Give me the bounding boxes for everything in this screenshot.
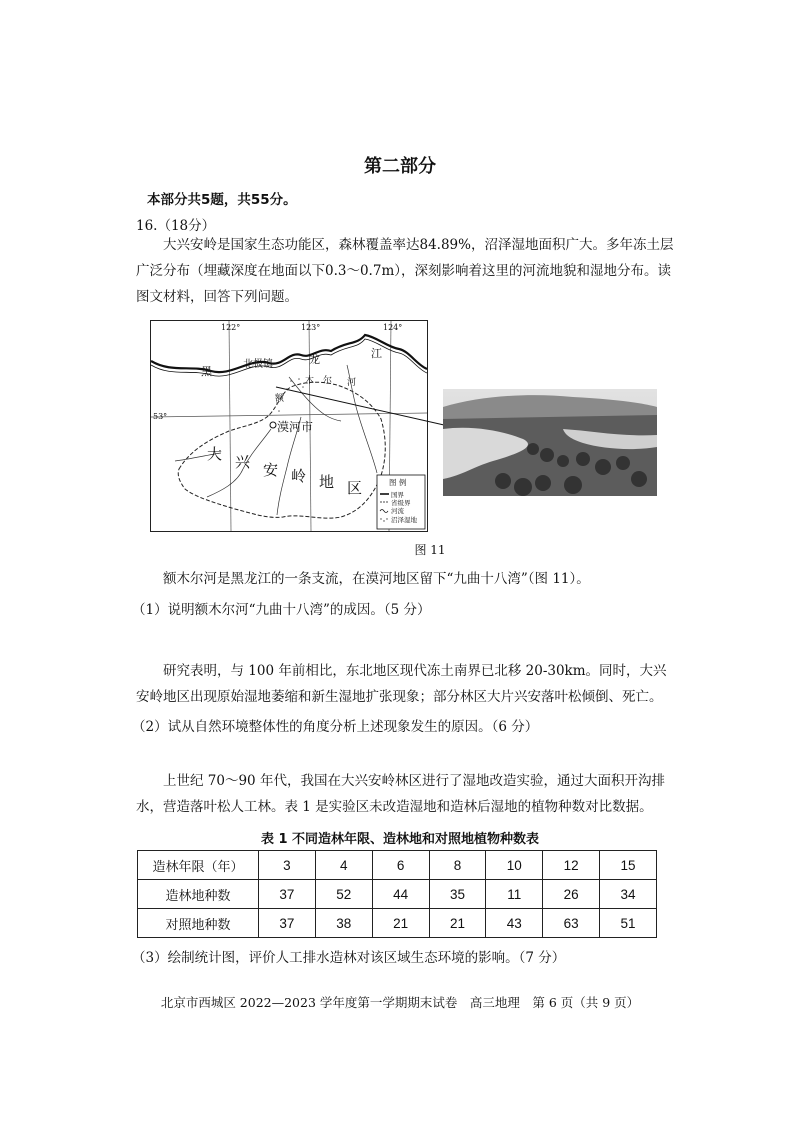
lon-label-123: 123° [301, 323, 321, 332]
table-cell: 11 [486, 880, 543, 909]
table-row [138, 909, 657, 938]
section-intro: 本部分共5题，共55分。 [147, 192, 297, 208]
table-cell: 15 [600, 851, 657, 880]
legend-item-river: 河流 [391, 507, 404, 515]
table-cell: 38 [315, 909, 372, 938]
question-number: 16.（18分） [136, 218, 216, 234]
label-qu: 区 [347, 479, 363, 497]
table-cell: 12 [543, 851, 600, 880]
table-cell: 21 [429, 909, 486, 938]
label-beijizhen: 北极镇 [243, 359, 273, 370]
row-header: 对照地种数 [138, 909, 259, 938]
label-e: 额 [275, 394, 285, 404]
label-mu: 木 [305, 376, 315, 386]
label-an: 安 [263, 461, 279, 479]
table-cell: 26 [543, 880, 600, 909]
sub-question-1: （1）说明额木尔河“九曲十八湾”的成因。（5 分） [132, 602, 431, 618]
table-cell: 43 [486, 909, 543, 938]
label-di: 地 [319, 473, 335, 491]
legend-item-wetland: 沼泽湿地 [391, 516, 417, 524]
table-cell: 4 [315, 851, 372, 880]
table-cell: 37 [259, 909, 316, 938]
table-caption: 表 1 不同造林年限、造林地和对照地植物种数表 [260, 832, 540, 847]
table-cell: 52 [315, 880, 372, 909]
material-paragraph-1: 额木尔河是黑龙江的一条支流，在漠河地区留下“九曲十八湾”（图 11）。 [163, 571, 590, 587]
material-paragraph-2: 研究表明，与 100 年前相比，东北地区现代冻土南界已北移 20-30km。同时，大兴安岭地区出现原始湿地萎缩和新生湿地扩张现象；部分林区大片兴安落叶松倾倒、死亡。 [136, 663, 667, 705]
table-cell: 10 [486, 851, 543, 880]
table-cell: 6 [372, 851, 429, 880]
table-cell: 21 [372, 909, 429, 938]
table-cell: 35 [429, 880, 486, 909]
label-ling: 岭 [291, 467, 307, 485]
table-cell: 34 [600, 880, 657, 909]
label-xing: 兴 [235, 453, 251, 471]
legend-title: 图 例 [389, 478, 407, 487]
label-jiang: 江 [371, 347, 382, 360]
table-cell: 44 [372, 880, 429, 909]
label-da: 大 [207, 445, 223, 463]
label-mohe: 漠河市 [277, 420, 314, 434]
page-footer: 北京市西城区 2022—2023 学年度第一学期期末试卷 高三地理 第 6 页（共 9 页） [160, 995, 640, 1010]
lon-label-124: 124° [383, 323, 403, 332]
table-cell: 3 [259, 851, 316, 880]
table-row [138, 851, 657, 880]
lon-label-122: 122° [221, 323, 241, 332]
river-photo [443, 389, 657, 496]
legend-item-border: 国界 [391, 491, 404, 499]
label-long: 龙 [309, 353, 320, 366]
row-header: 造林地种数 [138, 880, 259, 909]
table-cell: 51 [600, 909, 657, 938]
row-header: 造林年限（年） [138, 851, 259, 880]
section-title: 第二部分 [364, 156, 436, 177]
plant-species-table [137, 850, 657, 938]
question-intro-paragraph: 大兴安岭是国家生态功能区，森林覆盖率达84.89%，沼泽湿地面积广大。多年冻土层广泛分布（埋藏深度在地面以下0.3～0.7m），深刻影响着这里的河流地貌和湿地分布。读图文材料，回答下列问题。 [136, 237, 674, 305]
material-paragraph-3: 上世纪 70～90 年代，我国在大兴安岭林区进行了湿地改造实验，通过大面积开沟排水，营造落叶松人工林。表 1 是实验区未改造湿地和造林后湿地的植物种数对比数据。 [136, 773, 665, 815]
label-er: 尔 [323, 376, 333, 386]
table-cell: 63 [543, 909, 600, 938]
table-row [138, 880, 657, 909]
table-cell: 8 [429, 851, 486, 880]
sub-question-2: （2）试从自然环境整体性的角度分析上述现象发生的原因。（6 分） [132, 719, 539, 735]
table-cell: 37 [259, 880, 316, 909]
figure-caption: 图 11 [414, 543, 446, 557]
sub-question-3: （3）绘制统计图，评价人工排水造林对该区域生态环境的影响。（7 分） [132, 950, 566, 966]
label-he: 河 [347, 378, 357, 388]
label-hei: 黑 [201, 365, 212, 378]
legend-item-province: 省级界 [391, 499, 411, 507]
lat-label-53: 53° [153, 412, 168, 421]
